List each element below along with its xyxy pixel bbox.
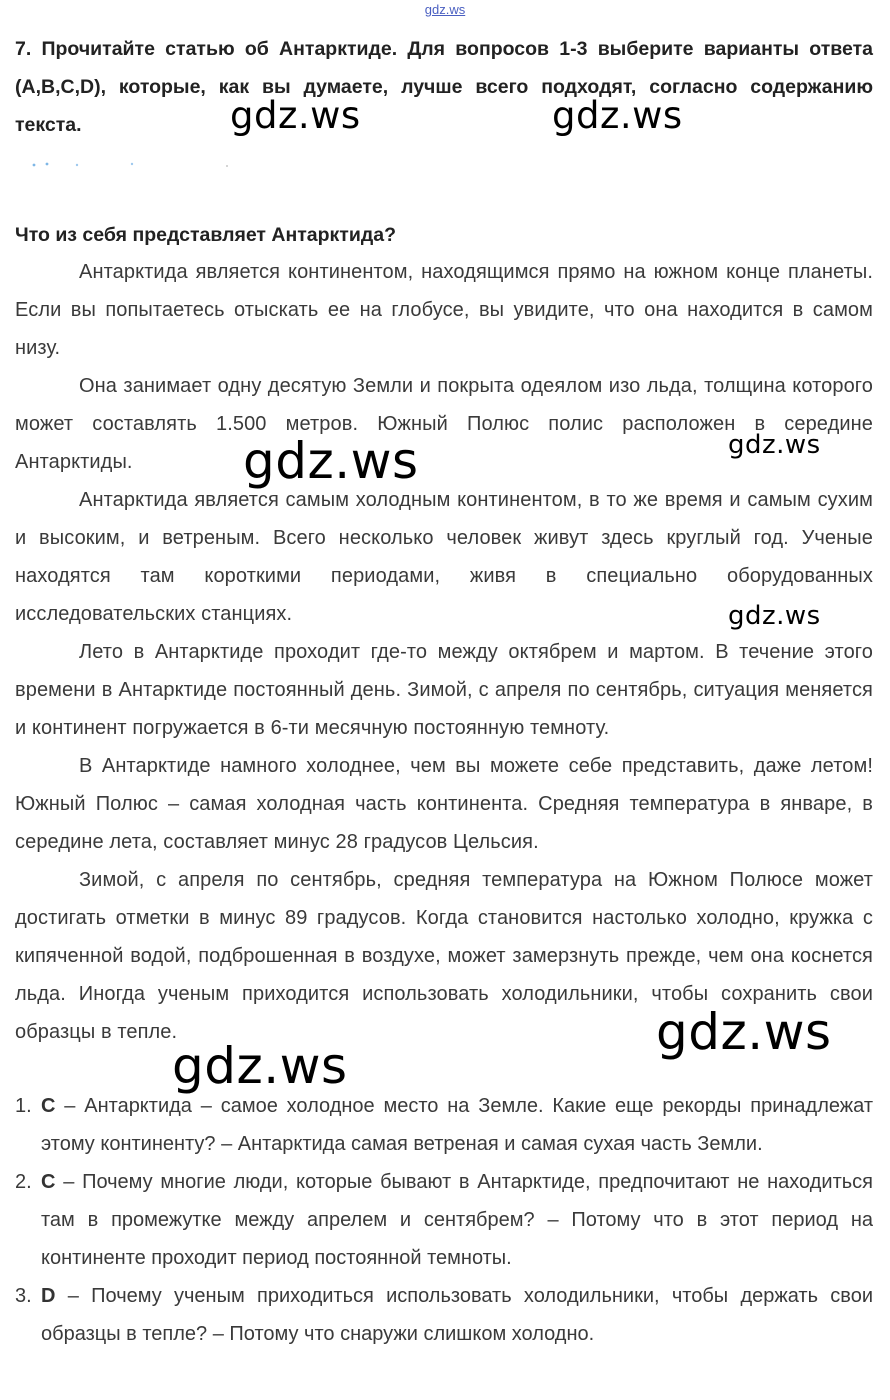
answer-item [15,1163,873,1277]
answer-letter: C [41,1171,56,1193]
answer-text: – Почему многие люди, которые бывают в Антарктиде, предпочитают не находиться там в промежутке между апрелем и сентябрем? – Потому что в этот период на континенте проходит период постоянной темноты. [41,1171,873,1269]
watermark: gdz.ws [243,432,419,490]
watermark: gdz.ws [230,94,361,137]
answer-list [15,1087,873,1353]
answer-text: – Антарктида – самое холодное место на Земле. Какие еще рекорды принадлежат этому континенту? – Антарктида самая ветреная и самая сухая часть Земли. [41,1095,873,1155]
watermark: gdz.ws [728,601,821,631]
answer-body [41,1277,873,1353]
faint-marks [22,160,232,168]
watermark: gdz.ws [728,430,821,460]
answer-body [41,1087,873,1163]
paragraph: Зимой, с апреля по сентябрь, средняя температура на Южном Полюсе может достигать отметки в минус 89 градусов. Когда становится настолько холодно, кружка с кипяченной водой, подброшенная в воздухе, может замерзнуть прежде, чем она коснется льда. Иногда ученым приходится использовать холодильники, чтобы сохранить свои образцы в тепле. [15,869,873,1043]
answer-number: 3. [15,1285,32,1307]
paragraph: В Антарктиде намного холоднее, чем вы можете себе представить, даже летом! Южный Полюс – самая холодная часть континента. Средняя температура в январе, в середине лета, составляет минус 28 градусов Цельсия. [15,755,873,853]
watermark: gdz.ws [172,1037,348,1095]
answer-text: – Почему ученым приходиться использовать холодильники, чтобы держать свои образцы в тепле? – Потому что снаружи слишком холодно. [41,1285,873,1345]
watermark: gdz.ws [656,1003,832,1061]
answer-letter: D [41,1285,56,1307]
answer-number: 1. [15,1095,32,1117]
task-instruction: 7. Прочитайте статью об Антарктиде. Для вопросов 1-3 выберите варианты ответа (A,B,C,D), которые, как вы думаете, лучше всего подходят, согласно содержанию текста. [15,38,873,136]
paragraph: Антарктида является континентом, находящимся прямо на южном конце планеты. Если вы попытаетесь отыскать ее на глобусе, вы увидите, что она находится в самом низу. [15,261,873,359]
paragraph: Она занимает одну десятую Земли и покрыта одеялом изо льда, толщина которого может составлять 1.500 метров. Южный Полюс полис расположен в середине Антарктиды. [15,375,873,473]
answer-number: 2. [15,1171,32,1193]
watermark: gdz.ws [552,94,683,137]
article-heading: Что из себя представляет Антарктида? [15,224,396,246]
article-body [15,253,873,1051]
answer-item [15,1087,873,1163]
answer-item [15,1277,873,1353]
paragraph: Лето в Антарктиде проходит где-то между октябрем и мартом. В течение этого времени в Антарктиде постоянный день. Зимой, с апреля по сентябрь, ситуация меняется и континент погружается в 6-ти месячную постоянную темноту. [15,641,873,739]
answer-body [41,1163,873,1277]
answer-letter: C [41,1095,56,1117]
site-link[interactable]: gdz.ws [424,2,466,17]
paragraph: Антарктида является самым холодным континентом, в то же время и самым сухим и высоким, и ветреным. Всего несколько человек живут здесь круглый год. Ученые находятся там короткими периодами, живя в специально оборудованных исследовательских станциях. [15,489,873,625]
